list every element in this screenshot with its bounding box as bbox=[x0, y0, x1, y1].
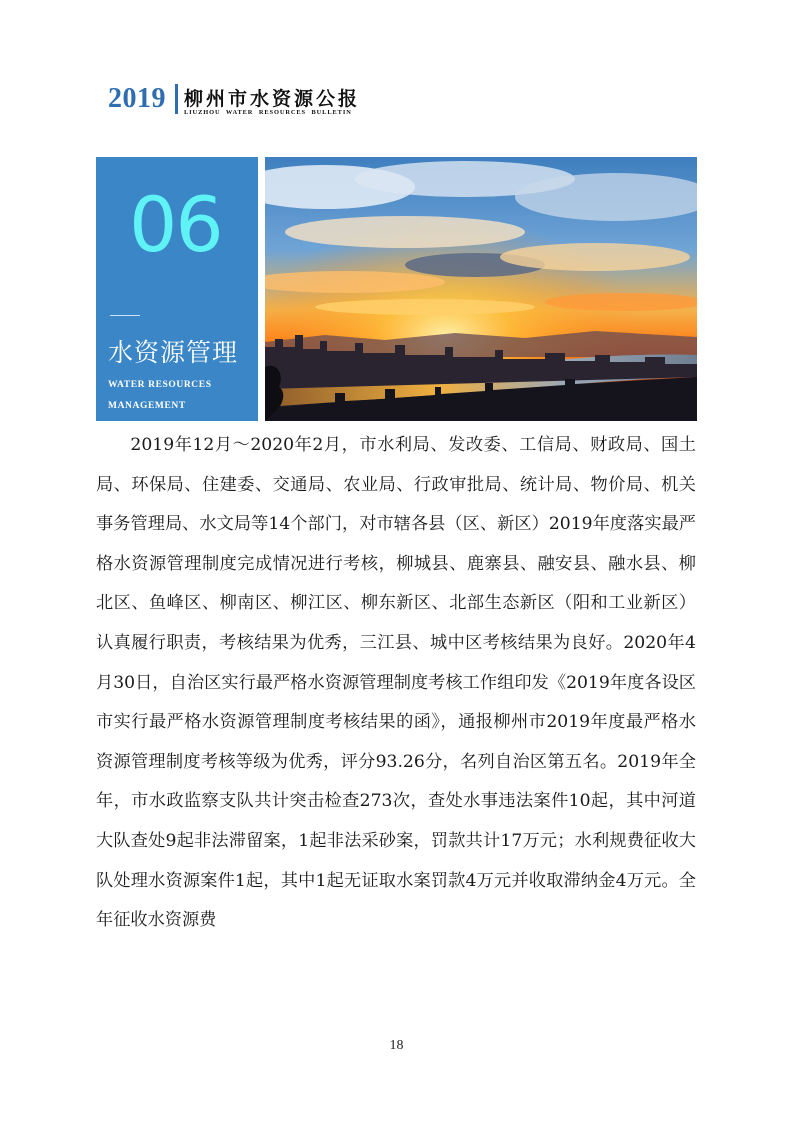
body-paragraph: 2019年12月～2020年2月，市水利局、发改委、工信局、财政局、国土局、环保局、住建委、交通局、农业局、行政审批局、统计局、物价局、机关事务管理局、水文局等14个部门，对市辖各县（区、新区）2019年度落实最严格水资源管理制度完成情况进行考核，柳城县、鹿寨县、融安县、融水县、柳北区、鱼峰区、柳南区、柳江区、柳东新区、北部生态新区（阳和工业新区）认真履行职责，考核结果为优秀，三江县、城中区考核结果为良好。2020年4月30日，自治区实行最严格水资源管理制度考核工作组印发《2019年度各设区市实行最严格水资源管理制度考核结果的函》，通报柳州市2019年度最严格水资源管理制度考核等级为优秀，评分93.26分，名列自治区第五名。2019年全年，市水政监察支队共计突击检查273次，查处水事违法案件10起，其中河道大队查处9起非法滞留案，1起非法采砂案，罚款共计17万元；水利规费征收大队处理水资源案件1起，其中1起无证取水案罚款4万元并收取滞纳金4万元。全年征收水资源费 bbox=[96, 435, 696, 931]
sunset-photo-illustration bbox=[265, 157, 697, 421]
page-number: 18 bbox=[389, 1038, 404, 1053]
chapter-number: 06 bbox=[129, 180, 222, 269]
chapter-subtitle-en bbox=[108, 375, 212, 417]
chapter-divider bbox=[110, 315, 140, 316]
chapter-subtitle-en-line2: MANAGEMENT bbox=[108, 401, 186, 411]
header-title-en: LIUZHOU WATER RESOURCES BULLETIN bbox=[184, 109, 352, 116]
chapter-title: 水资源管理 bbox=[108, 338, 239, 367]
header-title-cn: 柳州市水资源公报 bbox=[184, 88, 361, 110]
header-divider bbox=[175, 84, 178, 114]
sunset-river-photo bbox=[265, 157, 697, 421]
body-content bbox=[96, 426, 696, 941]
chapter-banner bbox=[96, 157, 258, 421]
chapter-subtitle-en-line1: WATER RESOURCES bbox=[108, 380, 212, 390]
header-year: 2019 bbox=[108, 83, 166, 114]
